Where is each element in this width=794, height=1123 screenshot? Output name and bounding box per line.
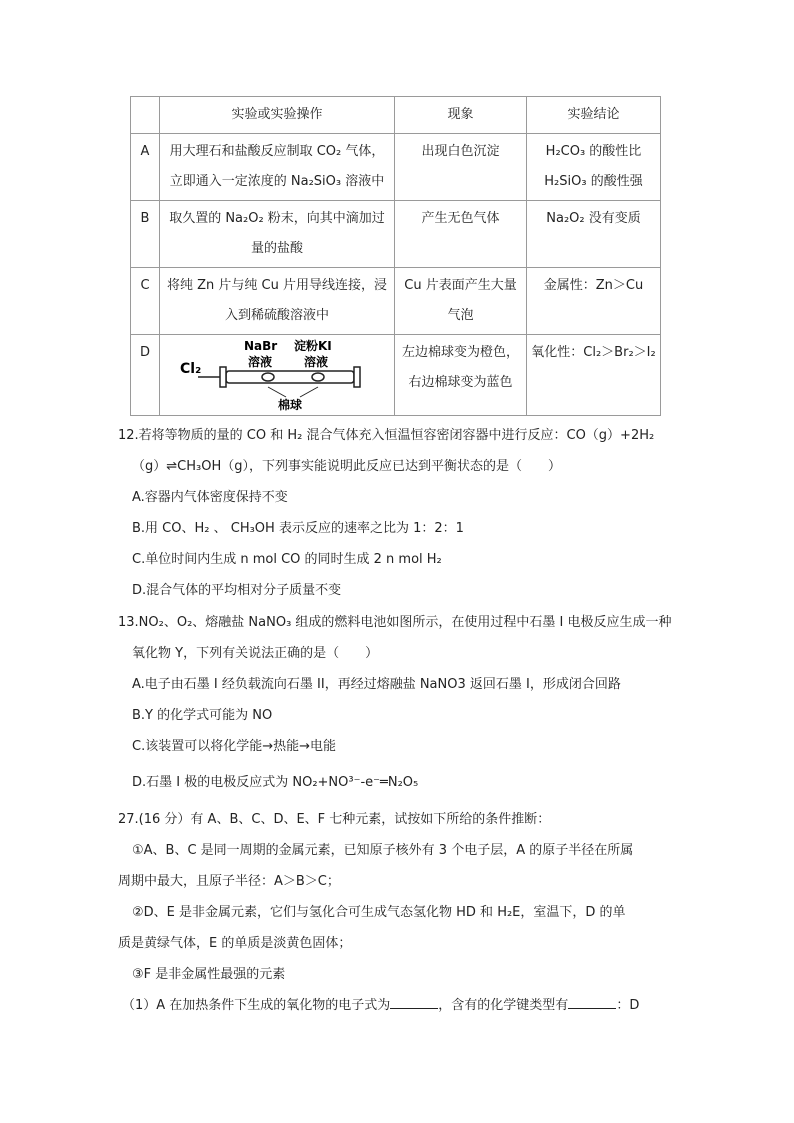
q27-condition2-line1: ②D、E 是非金属元素，它们与氢化合可生成气态氢化物 HD 和 H₂E，室温下，D 的单 bbox=[132, 905, 626, 920]
q27-condition3: ③F 是非金属性最强的元素 bbox=[132, 967, 286, 982]
q27-part1-text-c: ：D bbox=[616, 998, 640, 1013]
answer-blank[interactable] bbox=[390, 994, 438, 1009]
apparatus-cell bbox=[160, 335, 395, 416]
q13-option-b: B.Y 的化学式可能为 NO bbox=[132, 708, 273, 723]
conclusion-cell: 金属性：Zn＞Cu bbox=[527, 268, 661, 335]
phenomenon-cell: 产生无色气体 bbox=[395, 201, 527, 268]
right-reagent-label: 淀粉KI bbox=[294, 339, 332, 353]
q13-option-a: A.电子由石墨 I 经负载流向石墨 II，再经过熔融盐 NaNO3 返回石墨 I，形成闭合回路 bbox=[132, 677, 621, 692]
row-label: A bbox=[131, 134, 160, 201]
gas-label: Cl₂ bbox=[180, 361, 202, 377]
q12-stem-line2: （g）⇌CH₃OH（g），下列事实能说明此反应已达到平衡状态的是（ ） bbox=[132, 459, 561, 474]
q13-stem-line1: 13.NO₂、O₂、熔融盐 NaNO₃ 组成的燃料电池如图所示，在使用过程中石墨 I 电极反应生成一种 bbox=[118, 615, 672, 630]
operation-cell: 用大理石和盐酸反应制取 CO₂ 气体，立即通入一定浓度的 Na₂SiO₃ 溶液中 bbox=[160, 134, 395, 201]
conclusion-cell: Na₂O₂ 没有变质 bbox=[527, 201, 661, 268]
q13-option-c: C.该装置可以将化学能→热能→电能 bbox=[132, 739, 336, 754]
q12-option-b: B.用 CO、H₂ 、 CH₃OH 表示反应的速率之比为 1：2：1 bbox=[132, 521, 464, 536]
row-label: C bbox=[131, 268, 160, 335]
left-solution-label: 溶液 bbox=[248, 355, 273, 369]
table-row bbox=[131, 201, 661, 268]
header-cell: 实验结论 bbox=[527, 97, 661, 134]
conclusion-cell: 氧化性：Cl₂＞Br₂＞I₂ bbox=[527, 335, 661, 416]
pointer-line-left bbox=[268, 387, 286, 397]
q27-part1-text-a: （1）A 在加热条件下生成的氧化物的电子式为 bbox=[122, 998, 391, 1013]
q12-option-d: D.混合气体的平均相对分子质量不变 bbox=[132, 583, 342, 598]
right-solution-label: 溶液 bbox=[304, 355, 329, 369]
phenomenon-cell: 左边棉球变为橙色，右边棉球变为蓝色 bbox=[395, 335, 527, 416]
phenomenon-cell: Cu 片表面产生大量气泡 bbox=[395, 268, 527, 335]
answer-blank[interactable] bbox=[568, 994, 616, 1009]
header-cell bbox=[131, 97, 160, 134]
operation-cell: 取久置的 Na₂O₂ 粉末，向其中滴加过量的盐酸 bbox=[160, 201, 395, 268]
q27-stem: 27.(16 分）有 A、B、C、D、E、F 七种元素，试按如下所给的条件推断： bbox=[118, 812, 551, 827]
table-row bbox=[131, 134, 661, 201]
conclusion-cell: H₂CO₃ 的酸性比 H₂SiO₃ 的酸性强 bbox=[527, 134, 661, 201]
q12-option-a: A.容器内气体密度保持不变 bbox=[132, 490, 288, 505]
stopper-right bbox=[354, 367, 360, 387]
q13-option-d: D.石墨 I 极的电极反应式为 NO₂+NO³⁻-e⁻═N₂O₅ bbox=[132, 775, 419, 790]
q13-stem-line2: 氧化物 Y，下列有关说法正确的是（ ） bbox=[132, 646, 379, 661]
left-reagent-label: NaBr bbox=[244, 339, 278, 353]
table-row bbox=[131, 335, 661, 416]
glass-tube bbox=[226, 371, 354, 383]
stopper-left bbox=[220, 367, 226, 387]
q27-condition2-line2: 质是黄绿气体，E 的单质是淡黄色固体； bbox=[118, 936, 352, 951]
q27-condition1-line2: 周期中最大，且原子半径：A＞B＞C； bbox=[118, 874, 340, 889]
q27-part1-text-b: ，含有的化学键类型有 bbox=[438, 998, 569, 1013]
operation-cell: 将纯 Zn 片与纯 Cu 片用导线连接，浸入到稀硫酸溶液中 bbox=[160, 268, 395, 335]
cotton-ball-right bbox=[312, 373, 324, 381]
halogen-apparatus-diagram bbox=[164, 337, 390, 413]
header-cell: 实验或实验操作 bbox=[160, 97, 395, 134]
header-cell: 现象 bbox=[395, 97, 527, 134]
phenomenon-cell: 出现白色沉淀 bbox=[395, 134, 527, 201]
cotton-label: 棉球 bbox=[278, 398, 303, 412]
q27-condition1-line1: ①A、B、C 是同一周期的金属元素，已知原子核外有 3 个电子层，A 的原子半径在所属 bbox=[132, 843, 634, 858]
q27-part1 bbox=[122, 990, 639, 1021]
row-label: D bbox=[131, 335, 160, 416]
pointer-line-right bbox=[300, 387, 318, 397]
row-label: B bbox=[131, 201, 160, 268]
cotton-ball-left bbox=[262, 373, 274, 381]
table-header-row bbox=[131, 97, 661, 134]
q12-option-c: C.单位时间内生成 n mol CO 的同时生成 2 n mol H₂ bbox=[132, 552, 442, 567]
experiment-table bbox=[130, 96, 661, 416]
table-row bbox=[131, 268, 661, 335]
q12-stem-line1: 12.若将等物质的量的 CO 和 H₂ 混合气体充入恒温恒容密闭容器中进行反应：CO（g）+2H₂ bbox=[118, 428, 655, 443]
